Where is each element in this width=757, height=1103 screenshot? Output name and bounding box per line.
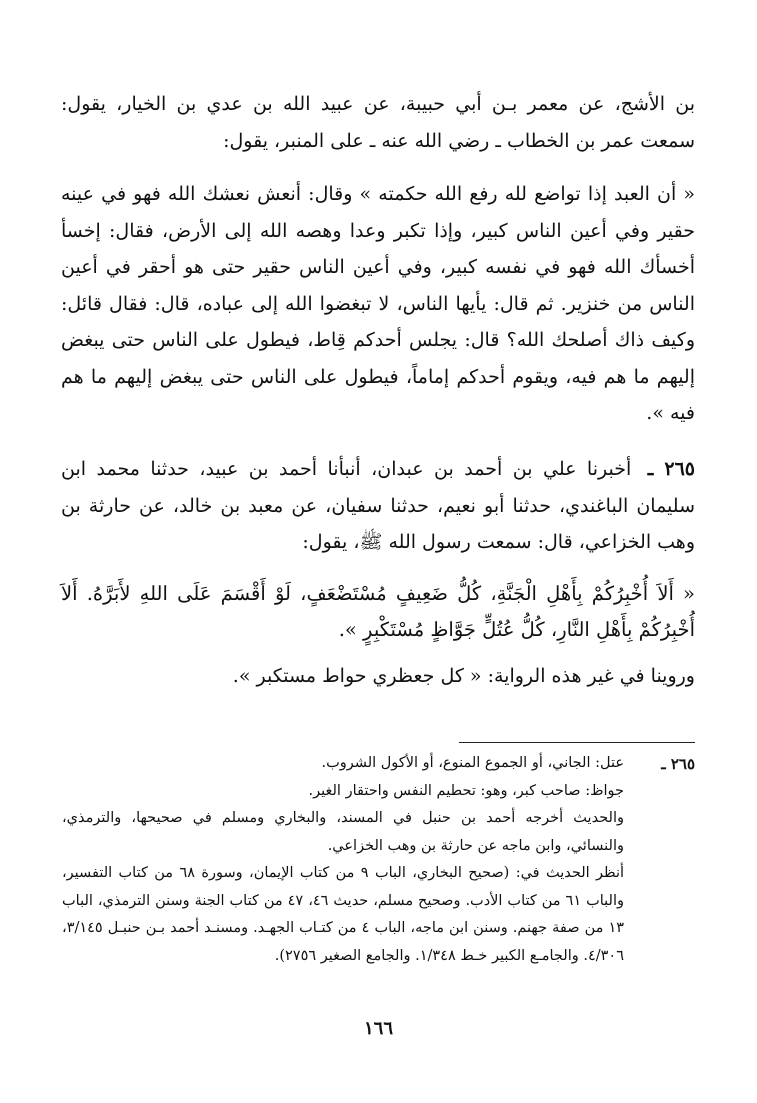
paragraph-athar xyxy=(61,176,695,432)
footnote-line: أنظر الحديث في: (صحيح البخاري، الباب ٩ من كتاب الإيمان، وسورة ٦٨ من كتاب التفسير، والباب ٦١ من كتاب الأدب. وصحيح مسلم، حديث ٤٦، ٤٧ من كتاب الجنة وسنن الترمذي، الباب ١٣ من صفة جهنم. وسنن ابن ماجه، الباب ٤ من كتـاب الجهـد. ومسنـد أحمد بـن حنبـل ٣/١٤٥، ٤/٣٠٦. والجامـع الكبير خـط ١/٣٤٨. والجامع الصغير ٢٧٥٦). xyxy=(62,865,625,964)
paragraph-hadith-matn xyxy=(61,576,695,648)
paragraph-text: بن الأشج، عن معمر بـن أبي حبيبة، عن عبيد الله بن عدي بن الخيار، يقول: سمعت عمر بن الخطاب ـ رضي الله عنه ـ على المنبر، يقول: xyxy=(61,93,695,152)
paragraph-text: « أَلاَ أُخْبِرُكُمْ بِأَهْلِ الْجَنَّةِ، كُلُّ ضَعِيفٍ مُسْتَضْعَفٍ، لَوْ أَقْسَمَ عَلَى اللهِ لأَبَرَّهُ. أَلاَ أُخْبِرُكُمْ بِأَهْلِ النَّارِ، كُلُّ عُتُلٍّ جَوَّاظٍ مُسْتَكْبِرٍ ». xyxy=(61,582,695,641)
footnote-number: ٢٦٥ ـ xyxy=(661,755,695,773)
paragraph-text: « أن العبد إذا تواضع لله رفع الله حكمته » وقال: أنعش نعشك الله فهو في عينه حقير وفي أعين الناس كبير، وإذا تكبر وعدا وهصه الله إلى الأرض، فقال: إخسأ أخسأك الله فهو في نفسه كبير، وفي أعين الناس حقير حتى هو أحقر في أعين الناس من خنزير. ثم قال: يأيها الناس، لا تبغضوا الله إلى عباده، قال: فقال قائل: وكيف ذاك أصلحك الله؟ قال: يجلس أحدكم قِاط، فيطول على الناس حتى يبغض إليهم ما هم فيه، ويقوم أحدكم إماماً، فيطول على الناس حتى يبغض إليهم ما هم فيه ». xyxy=(61,183,695,424)
page-number: ١٦٦ xyxy=(363,1018,393,1039)
paragraph-isnad-intro xyxy=(61,86,695,159)
paragraph-other-narration xyxy=(61,658,695,695)
footnote-line: جواظ: صاحب كبر، وهو: تحطيم النفس واحتقار الغير. xyxy=(308,782,624,799)
footnotes xyxy=(62,750,624,970)
paragraph-hadith-265-isnad xyxy=(61,451,695,561)
footnote-line: والحديث أخرجه أحمد بن حنبل في المسند، والبخاري ومسلم في صحيحها، والترمذي، والنسائي، وابن ماجه عن حارثة بن وهب الخزاعي. xyxy=(62,810,624,854)
footnote-divider xyxy=(459,742,695,743)
footnote-line: عتل: الجاني، أو الجموع المنوع، أو الأكول الشروب. xyxy=(321,755,624,771)
paragraph-text: أخبرنا علي بن أحمد بن عبدان، أنبأنا أحمد بن عبيد، حدثنا محمد ابن سليمان الباغندي، حدثنا أبو نعيم، حدثنا سفيان، عن معبد بن خالد، عن حارثة بن وهب الخزاعي، قال: سمعت رسول الله ﷺ، يقول: xyxy=(61,458,695,553)
hadith-number: ٢٦٥ ـ xyxy=(647,458,695,480)
paragraph-text: وروينا في غير هذه الرواية: « كل جعظري حواط مستكبر ». xyxy=(232,665,695,687)
